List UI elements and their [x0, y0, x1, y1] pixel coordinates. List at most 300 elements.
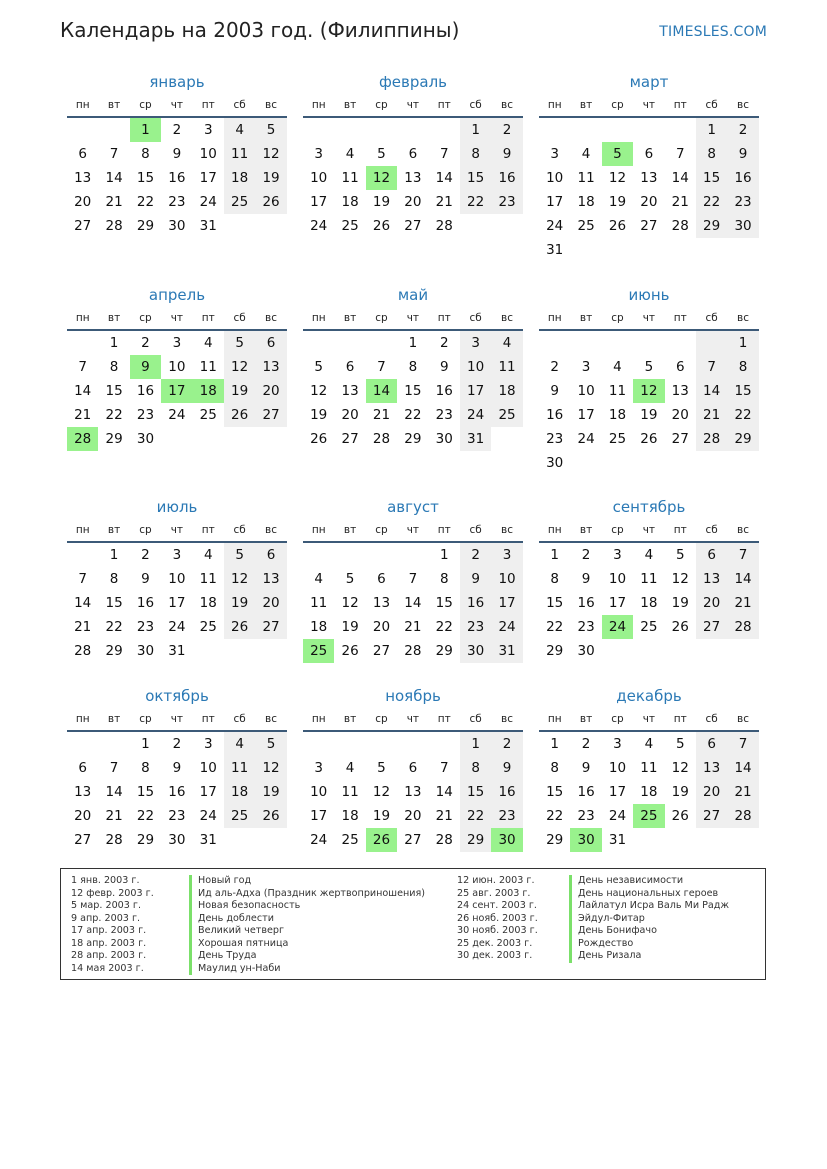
weekday-label: вс: [265, 99, 278, 111]
day-cell: 21: [105, 808, 123, 824]
month-block: [539, 283, 759, 475]
weekday-label: пн: [311, 312, 326, 324]
day-cell: 6: [78, 146, 87, 162]
day-cell: 16: [577, 784, 595, 800]
weekday-label: вт: [343, 524, 357, 536]
weekday-label: пт: [201, 312, 215, 324]
day-cell: 22: [136, 808, 155, 824]
weekday-label: сб: [469, 99, 482, 111]
holiday-day-cell: 26: [366, 828, 397, 852]
day-cell: 23: [546, 431, 564, 447]
day-cell: 25: [491, 403, 522, 427]
weekday-label: пн: [547, 312, 562, 324]
day-cell: 23: [727, 190, 758, 214]
weekday-label: пн: [75, 524, 90, 536]
day-cell: 9: [581, 571, 591, 587]
weekday-label: пт: [673, 524, 687, 536]
day-cell: 13: [74, 170, 92, 186]
legend-holiday-name: День независимости: [569, 875, 729, 888]
day-grid: [67, 543, 287, 663]
day-cell: 21: [727, 591, 758, 615]
weekday-label: пт: [673, 99, 687, 111]
day-cell: 21: [74, 407, 92, 423]
day-cell: 13: [404, 170, 422, 186]
day-cell: 20: [341, 407, 359, 423]
legend-names-right: [569, 875, 729, 963]
day-cell: 1: [727, 331, 758, 355]
day-cell: 28: [372, 431, 391, 447]
day-cell: 19: [255, 780, 286, 804]
legend-date: 14 мая 2003 г.: [71, 962, 144, 974]
weekday-label: ср: [139, 99, 152, 111]
empty-cell: [366, 331, 397, 355]
day-cell: 28: [105, 832, 123, 848]
day-cell: 10: [460, 355, 491, 379]
weekday-label: сб: [705, 713, 718, 725]
empty-cell: [633, 331, 664, 355]
day-cell: 12: [224, 567, 255, 591]
weekday-label: сб: [469, 524, 482, 536]
day-cell: 16: [491, 166, 522, 190]
day-cell: 29: [727, 427, 758, 451]
day-cell: 23: [435, 407, 453, 423]
day-cell: 22: [546, 808, 564, 824]
day-cell: 24: [491, 615, 522, 639]
day-cell: 6: [696, 543, 727, 567]
weekday-label: чт: [642, 99, 656, 111]
day-cell: 19: [372, 194, 391, 210]
holiday-day-cell: 9: [130, 355, 161, 379]
day-cell: 6: [408, 760, 418, 776]
empty-cell: [665, 331, 696, 355]
weekday-header: [303, 307, 523, 331]
day-cell: 5: [644, 359, 654, 375]
weekday-label: вс: [501, 524, 514, 536]
day-cell: 21: [435, 194, 453, 210]
day-cell: 3: [172, 547, 182, 563]
day-cell: 17: [310, 808, 328, 824]
day-cell: 24: [199, 194, 217, 210]
day-cell: 15: [105, 595, 123, 611]
legend-date: 18 апр. 2003 г.: [71, 937, 147, 949]
weekday-label: вт: [107, 99, 121, 111]
weekday-label: чт: [406, 524, 420, 536]
holiday-day-cell: 18: [193, 379, 224, 403]
legend-holiday-name: Маулид ун-Наби: [189, 963, 425, 976]
day-cell: 19: [372, 808, 391, 824]
empty-cell: [366, 543, 397, 567]
day-cell: 8: [109, 359, 119, 375]
empty-cell: [98, 732, 129, 756]
day-cell: 4: [581, 146, 591, 162]
empty-cell: [696, 331, 727, 355]
day-cell: 5: [224, 331, 255, 355]
day-cell: 1: [550, 736, 559, 752]
day-cell: 7: [439, 146, 449, 162]
day-cell: 14: [105, 170, 123, 186]
day-cell: 26: [341, 643, 359, 659]
weekday-label: пн: [547, 524, 562, 536]
day-cell: 13: [255, 567, 286, 591]
empty-cell: [539, 331, 570, 355]
day-cell: 27: [404, 832, 422, 848]
day-cell: 24: [577, 431, 595, 447]
weekday-label: пн: [75, 312, 90, 324]
day-cell: 6: [408, 146, 418, 162]
day-cell: 15: [460, 166, 491, 190]
day-cell: 9: [172, 760, 182, 776]
weekday-label: вт: [343, 99, 357, 111]
day-cell: 18: [341, 194, 359, 210]
empty-cell: [334, 732, 365, 756]
weekday-label: чт: [642, 312, 656, 324]
day-cell: 29: [105, 643, 123, 659]
day-cell: 9: [460, 567, 491, 591]
weekday-label: вт: [579, 312, 593, 324]
month-name: март: [629, 73, 669, 91]
day-cell: 24: [310, 832, 328, 848]
holiday-day-cell: 14: [366, 379, 397, 403]
legend-date: 17 апр. 2003 г.: [71, 925, 147, 936]
day-cell: 10: [168, 571, 186, 587]
month-name: май: [397, 286, 429, 304]
day-cell: 18: [640, 784, 658, 800]
day-cell: 24: [460, 403, 491, 427]
day-cell: 8: [460, 756, 491, 780]
day-cell: 20: [696, 591, 727, 615]
day-cell: 18: [577, 194, 595, 210]
day-cell: 22: [696, 190, 727, 214]
month-block: [67, 684, 287, 852]
day-cell: 13: [74, 784, 92, 800]
day-cell: 15: [136, 784, 155, 800]
day-cell: 23: [460, 615, 491, 639]
day-cell: 19: [608, 194, 627, 210]
weekday-header: [67, 94, 287, 118]
month-block: [539, 70, 759, 262]
day-cell: 30: [577, 643, 595, 659]
day-cell: 24: [546, 218, 564, 234]
day-cell: 29: [546, 643, 564, 659]
weekday-label: ср: [611, 524, 624, 536]
month-name: апрель: [148, 286, 206, 304]
month-block: [67, 283, 287, 451]
weekday-label: сб: [469, 312, 482, 324]
day-cell: 3: [550, 146, 559, 162]
day-cell: 2: [491, 732, 522, 756]
day-cell: 19: [671, 595, 689, 611]
day-grid: [539, 118, 759, 262]
day-cell: 19: [341, 619, 359, 635]
weekday-header: [539, 94, 759, 118]
day-cell: 20: [255, 591, 286, 615]
day-grid: [303, 118, 523, 238]
day-cell: 17: [491, 591, 522, 615]
weekday-label: чт: [170, 99, 184, 111]
day-cell: 2: [550, 359, 559, 375]
day-cell: 31: [608, 832, 627, 848]
day-cell: 14: [404, 595, 422, 611]
day-cell: 16: [136, 383, 155, 399]
holiday-legend: [60, 868, 766, 980]
day-cell: 3: [581, 359, 591, 375]
legend-date: 25 авг. 2003 г.: [457, 887, 531, 899]
day-cell: 30: [546, 455, 564, 471]
day-cell: 29: [136, 218, 155, 234]
weekday-label: чт: [170, 312, 184, 324]
empty-cell: [303, 543, 334, 567]
day-cell: 11: [640, 760, 658, 776]
day-cell: 5: [377, 760, 386, 776]
day-cell: 15: [404, 383, 422, 399]
day-cell: 10: [199, 760, 217, 776]
day-cell: 15: [105, 383, 123, 399]
empty-cell: [303, 732, 334, 756]
legend-dates-left: [71, 875, 154, 975]
weekday-label: чт: [642, 524, 656, 536]
day-cell: 23: [577, 808, 595, 824]
legend-holiday-name: Рождество: [569, 938, 729, 951]
day-cell: 6: [255, 331, 286, 355]
day-cell: 25: [608, 431, 627, 447]
day-cell: 7: [78, 359, 87, 375]
day-cell: 19: [224, 591, 255, 615]
day-cell: 13: [372, 595, 391, 611]
day-cell: 29: [136, 832, 155, 848]
day-cell: 22: [136, 194, 155, 210]
day-cell: 2: [141, 335, 150, 351]
day-cell: 7: [109, 146, 119, 162]
day-cell: 14: [74, 595, 92, 611]
weekday-label: ср: [611, 99, 624, 111]
day-cell: 17: [546, 194, 564, 210]
day-cell: 3: [314, 146, 323, 162]
day-cell: 15: [546, 595, 564, 611]
day-cell: 2: [439, 335, 449, 351]
holiday-day-cell: 5: [602, 142, 633, 166]
day-cell: 28: [74, 643, 92, 659]
weekday-label: чт: [642, 713, 656, 725]
empty-cell: [570, 118, 601, 142]
day-cell: 7: [78, 571, 87, 587]
legend-date: 1 янв. 2003 г.: [71, 875, 140, 886]
day-cell: 21: [696, 403, 727, 427]
day-cell: 20: [372, 619, 391, 635]
month-name: февраль: [378, 73, 448, 91]
day-cell: 17: [168, 595, 186, 611]
day-cell: 4: [644, 736, 654, 752]
day-cell: 20: [74, 808, 92, 824]
day-cell: 18: [224, 780, 255, 804]
empty-cell: [303, 331, 334, 355]
day-cell: 5: [675, 547, 685, 563]
day-cell: 24: [608, 808, 627, 824]
day-cell: 20: [74, 194, 92, 210]
day-cell: 11: [577, 170, 595, 186]
day-cell: 30: [460, 639, 491, 663]
weekday-label: вс: [265, 312, 278, 324]
day-cell: 27: [255, 403, 286, 427]
day-cell: 8: [439, 571, 449, 587]
day-cell: 27: [255, 615, 286, 639]
day-cell: 29: [696, 214, 727, 238]
weekday-label: вс: [501, 713, 514, 725]
day-cell: 1: [439, 547, 449, 563]
day-grid: [303, 331, 523, 451]
day-grid: [539, 331, 759, 475]
day-cell: 4: [203, 335, 213, 351]
day-cell: 2: [460, 543, 491, 567]
day-cell: 16: [577, 595, 595, 611]
day-cell: 28: [404, 643, 422, 659]
legend-holiday-name: Эйдул-Фитар: [569, 913, 729, 926]
day-cell: 28: [696, 427, 727, 451]
day-cell: 1: [460, 732, 491, 756]
legend-date: 26 нояб. 2003 г.: [457, 912, 538, 924]
day-cell: 19: [640, 407, 658, 423]
day-cell: 8: [550, 760, 559, 776]
day-cell: 14: [435, 784, 453, 800]
day-cell: 16: [136, 595, 155, 611]
day-cell: 20: [696, 780, 727, 804]
day-cell: 18: [640, 595, 658, 611]
day-cell: 27: [696, 615, 727, 639]
empty-cell: [98, 118, 129, 142]
month-block: [303, 495, 523, 663]
day-cell: 15: [546, 784, 564, 800]
legend-date: 12 февр. 2003 г.: [71, 887, 154, 899]
weekday-header: [67, 708, 287, 732]
day-cell: 6: [675, 359, 685, 375]
empty-cell: [334, 331, 365, 355]
day-cell: 13: [671, 383, 689, 399]
day-cell: 12: [341, 595, 359, 611]
empty-cell: [397, 118, 428, 142]
month-name: сентябрь: [612, 498, 686, 516]
day-cell: 25: [199, 619, 217, 635]
day-cell: 14: [727, 756, 758, 780]
day-cell: 17: [310, 194, 328, 210]
day-cell: 16: [168, 170, 186, 186]
day-cell: 13: [255, 355, 286, 379]
day-cell: 13: [404, 784, 422, 800]
day-cell: 18: [608, 407, 627, 423]
weekday-header: [303, 519, 523, 543]
day-cell: 27: [671, 431, 689, 447]
day-cell: 11: [199, 571, 217, 587]
holiday-day-cell: 12: [366, 166, 397, 190]
day-cell: 28: [727, 804, 758, 828]
weekday-label: пн: [311, 713, 326, 725]
weekday-label: пт: [437, 99, 451, 111]
day-cell: 21: [435, 808, 453, 824]
weekday-header: [539, 307, 759, 331]
legend-date: 28 апр. 2003 г.: [71, 950, 147, 961]
day-cell: 31: [546, 242, 564, 258]
day-cell: 22: [546, 619, 564, 635]
day-cell: 26: [224, 615, 255, 639]
day-cell: 9: [491, 142, 522, 166]
weekday-label: вс: [737, 713, 750, 725]
site-link[interactable]: TIMESLES.COM: [659, 24, 767, 40]
day-cell: 16: [727, 166, 758, 190]
weekday-label: вс: [501, 99, 514, 111]
day-cell: 15: [696, 166, 727, 190]
empty-cell: [429, 118, 460, 142]
legend-holiday-name: Ид аль-Адха (Праздник жертвоприношения): [189, 888, 425, 901]
day-cell: 4: [203, 547, 213, 563]
legend-holiday-name: День Бонифачо: [569, 925, 729, 938]
day-cell: 21: [74, 619, 92, 635]
day-cell: 23: [491, 804, 522, 828]
day-cell: 8: [141, 760, 150, 776]
day-cell: 25: [577, 218, 595, 234]
day-cell: 28: [727, 615, 758, 639]
day-cell: 1: [109, 335, 119, 351]
day-cell: 19: [310, 407, 328, 423]
legend-holiday-name: Новый год: [189, 875, 425, 888]
day-cell: 1: [141, 736, 150, 752]
day-cell: 12: [255, 756, 286, 780]
empty-cell: [67, 118, 98, 142]
day-cell: 11: [310, 595, 328, 611]
day-cell: 5: [255, 118, 286, 142]
day-grid: [303, 732, 523, 852]
weekday-label: ср: [139, 713, 152, 725]
empty-cell: [366, 118, 397, 142]
day-cell: 31: [199, 218, 217, 234]
day-cell: 14: [105, 784, 123, 800]
day-cell: 10: [608, 571, 627, 587]
day-cell: 5: [345, 571, 355, 587]
day-cell: 17: [577, 407, 595, 423]
day-grid: [539, 543, 759, 663]
page-title: Календарь на 2003 год. (Филиппины): [60, 18, 460, 42]
holiday-day-cell: 30: [570, 828, 601, 852]
day-grid: [67, 331, 287, 451]
weekday-header: [303, 708, 523, 732]
day-cell: 11: [491, 355, 522, 379]
weekday-label: вт: [579, 713, 593, 725]
day-cell: 2: [727, 118, 758, 142]
day-cell: 4: [345, 760, 355, 776]
day-cell: 12: [224, 355, 255, 379]
month-name: ноябрь: [385, 687, 441, 705]
day-cell: 22: [404, 407, 422, 423]
day-cell: 12: [372, 784, 391, 800]
day-cell: 4: [644, 547, 654, 563]
weekday-label: сб: [233, 524, 246, 536]
day-cell: 13: [696, 756, 727, 780]
day-cell: 29: [105, 431, 123, 447]
weekday-header: [539, 519, 759, 543]
month-block: [67, 70, 287, 238]
weekday-label: ср: [375, 312, 388, 324]
weekday-label: вс: [737, 524, 750, 536]
weekday-label: вт: [579, 99, 593, 111]
day-cell: 17: [608, 595, 627, 611]
weekday-label: пн: [547, 713, 562, 725]
weekday-label: чт: [406, 99, 420, 111]
empty-cell: [665, 118, 696, 142]
day-cell: 5: [255, 732, 286, 756]
day-cell: 23: [577, 619, 595, 635]
weekday-label: ср: [139, 524, 152, 536]
day-cell: 16: [460, 591, 491, 615]
legend-date: 30 нояб. 2003 г.: [457, 925, 538, 936]
month-name: июнь: [628, 286, 670, 304]
day-cell: 6: [644, 146, 654, 162]
